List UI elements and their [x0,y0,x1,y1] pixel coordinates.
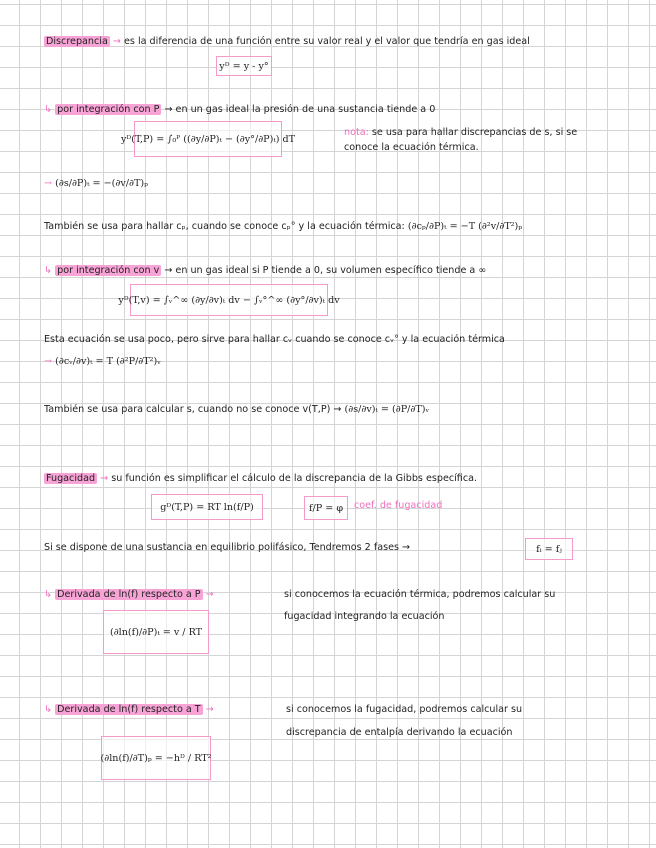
fugacidad-line [44,473,477,485]
return-arrow-icon: ↳ [44,704,53,715]
integ-p-formula: yᴰ(T,P) = ∫₀ᴾ ((∂y/∂P)ₜ − (∂y°/∂P)ₜ) dT [134,121,282,157]
equilibrio-text: Si se dispone de una sustancia en equilibrio polifásico, Tendremos 2 fases → [44,542,411,553]
discrepancia-formula: yᴰ = y - y° [216,56,272,76]
coef-label: coef. de fugacidad [354,500,443,511]
cv-formula: (∂cᵥ/∂v)ₜ = T (∂²P/∂T²)ᵥ [55,356,161,367]
note-line1: se usa para hallar discrepancias de s, si se [371,127,578,138]
arrow-icon: → [44,356,53,367]
fugacidad-title: Fugacidad [46,473,96,484]
equilibrio-formula: fᵢ = fⱼ [525,538,573,560]
deriv-p-line [44,589,214,601]
arrow-icon: → [100,473,109,484]
discrepancia-title: Discrepancia [46,36,108,47]
cp-line [44,221,522,233]
cv-text: Esta ecuación se usa poco, pero sirve para hallar cᵥ cuando se conoce cᵥ° y la ecuación térmica [44,334,505,345]
maxwell-line [44,178,148,190]
deriv-t-title: Derivada de ln(f) respecto a T [57,704,201,715]
return-arrow-icon: ↳ [44,104,53,115]
arrow-icon: → [205,589,214,600]
deriv-t-text1: si conocemos la fugacidad, podremos calcular su [286,704,523,715]
cv-formula-line [44,356,161,368]
discrepancia-line [44,36,530,48]
arrow-icon: → [205,704,214,715]
note-label: nota: [344,127,369,138]
deriv-p-text2: fugacidad integrando la ecuación [284,611,445,622]
integ-v-title: por integración con v [57,265,160,276]
integ-p-title: por integración con P [57,104,160,115]
integ-p-text: → en un gas ideal la presión de una sustancia tiende a 0 [164,104,436,115]
fugacidad-formula: gᴰ(T,P) = RT ln(f/P) [151,494,263,520]
arrow-icon: → [112,36,121,47]
deriv-p-formula: (∂ln(f)/∂P)ₜ = v / RT [103,610,209,654]
coef-formula: f/P = φ [304,496,348,520]
integ-v-text: → en un gas ideal si P tiende a 0, su volumen específico tiende a ∞ [164,265,487,276]
integ-p-line [44,104,435,116]
s-line [44,404,429,416]
s-formula: (∂s/∂v)ₜ = (∂P/∂T)ᵥ [344,404,430,415]
arrow-icon: → [44,178,53,189]
maxwell-formula: (∂s/∂P)ₜ = −(∂v/∂T)ₚ [55,178,148,189]
deriv-t-formula: (∂ln(f)/∂T)ₚ = −hᴰ / RT² [101,736,211,780]
integ-v-line [44,265,486,277]
return-arrow-icon: ↳ [44,589,53,600]
deriv-p-title: Derivada de ln(f) respecto a P [57,589,201,600]
cp-formula: (∂cₚ/∂P)ₜ = −T (∂²v/∂T²)ₚ [407,221,523,232]
cp-text: También se usa para hallar cₚ, cuando se conoce cₚ° y la ecuación térmica: [44,221,405,232]
return-arrow-icon: ↳ [44,265,53,276]
integ-p-note [344,127,577,139]
deriv-t-text2: discrepancia de entalpía derivando la ecuación [286,727,513,738]
s-text: También se usa para calcular s, cuando no se conoce v(T,P) → [44,404,342,415]
deriv-t-line [44,704,214,716]
fugacidad-text: su función es simplificar el cálculo de la discrepancia de la Gibbs específica. [111,473,478,484]
note-line2: conoce la ecuación térmica. [344,142,479,153]
deriv-p-text1: si conocemos la ecuación térmica, podremos calcular su [284,589,556,600]
integ-v-formula: yᴰ(T,v) = ∫ᵥ^∞ (∂y/∂v)ₜ dv − ∫ᵥ°^∞ (∂y°/∂v)ₜ dv [130,284,328,316]
discrepancia-definition: es la diferencia de una función entre su valor real y el valor que tendría en gas ideal [124,36,530,47]
